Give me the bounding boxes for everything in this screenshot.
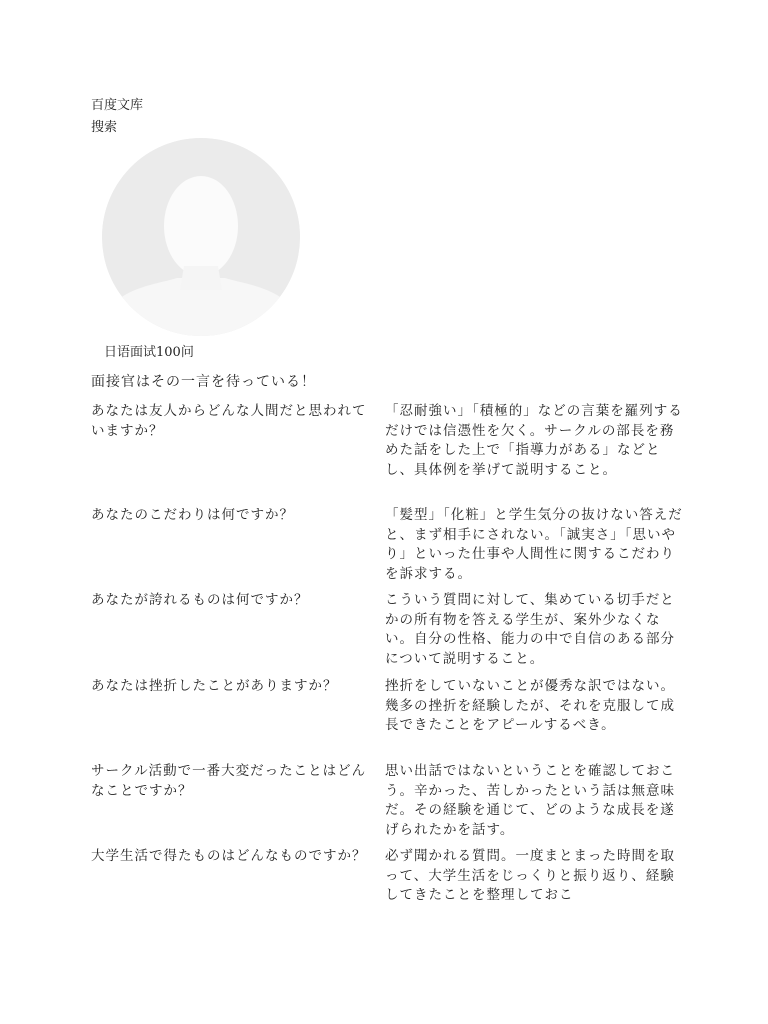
site-header [91,95,143,139]
qa-question: あなたのこだわりは何ですか？ [91,507,294,523]
qa-answer: こういう質問に対して、集めている切手だとかの所有物を答える学生が、案外少なくない。自分の性格、能力の中で自信のある部分について説明すること。 [385,592,675,667]
qa-answer: 挫折をしていないことが優秀な訳ではない。幾多の挫折を経験したが、それを克服して成長できたことをアピールするべき。 [385,678,675,733]
search-link[interactable]: 搜索 [91,120,118,135]
qa-answer: 思い出話ではないということを確認しておこう。辛かった、苦しかったという話は無意味だ。その経験を通じて、どのような成長を遂げられたかを話す。 [385,763,675,838]
qa-question: サークル活動で一番大変だったことはどんなことですか？ [91,763,367,799]
document-title: 日语面试100问 [104,345,194,360]
brand-link[interactable]: 百度文库 [91,98,144,113]
qa-answer: 「忍耐強い」「積極的」などの言葉を羅列するだけでは信憑性を欠く。サークルの部長を務めた話をした上で「指導力がある」などとし、具体例を挙げて説明すること。 [385,403,683,478]
qa-question: あなたは挫折したことがありますか？ [91,678,338,694]
avatar [102,138,300,336]
qa-answer: 「髪型」「化粧」と学生気分の抜けない答えだと、まず相手にされない。「誠実さ」「思いやり」といった仕事や人間性に関するこだわりを訴求する。 [385,507,683,582]
qa-question: あなたが誇れるものは何ですか？ [91,592,309,608]
avatar-placeholder-icon [102,138,300,336]
qa-question: あなたは友人からどんな人間だと思われていますか？ [91,403,367,439]
document-subtitle: 面接官はその一言を待っている！ [91,374,316,390]
qa-answer: 必ず聞かれる質問。一度まとまった時間を取って、大学生活をじっくりと振り返り、経験してきたことを整理しておこ [385,848,675,903]
qa-question: 大学生活で得たものはどんなものですか？ [91,848,367,864]
